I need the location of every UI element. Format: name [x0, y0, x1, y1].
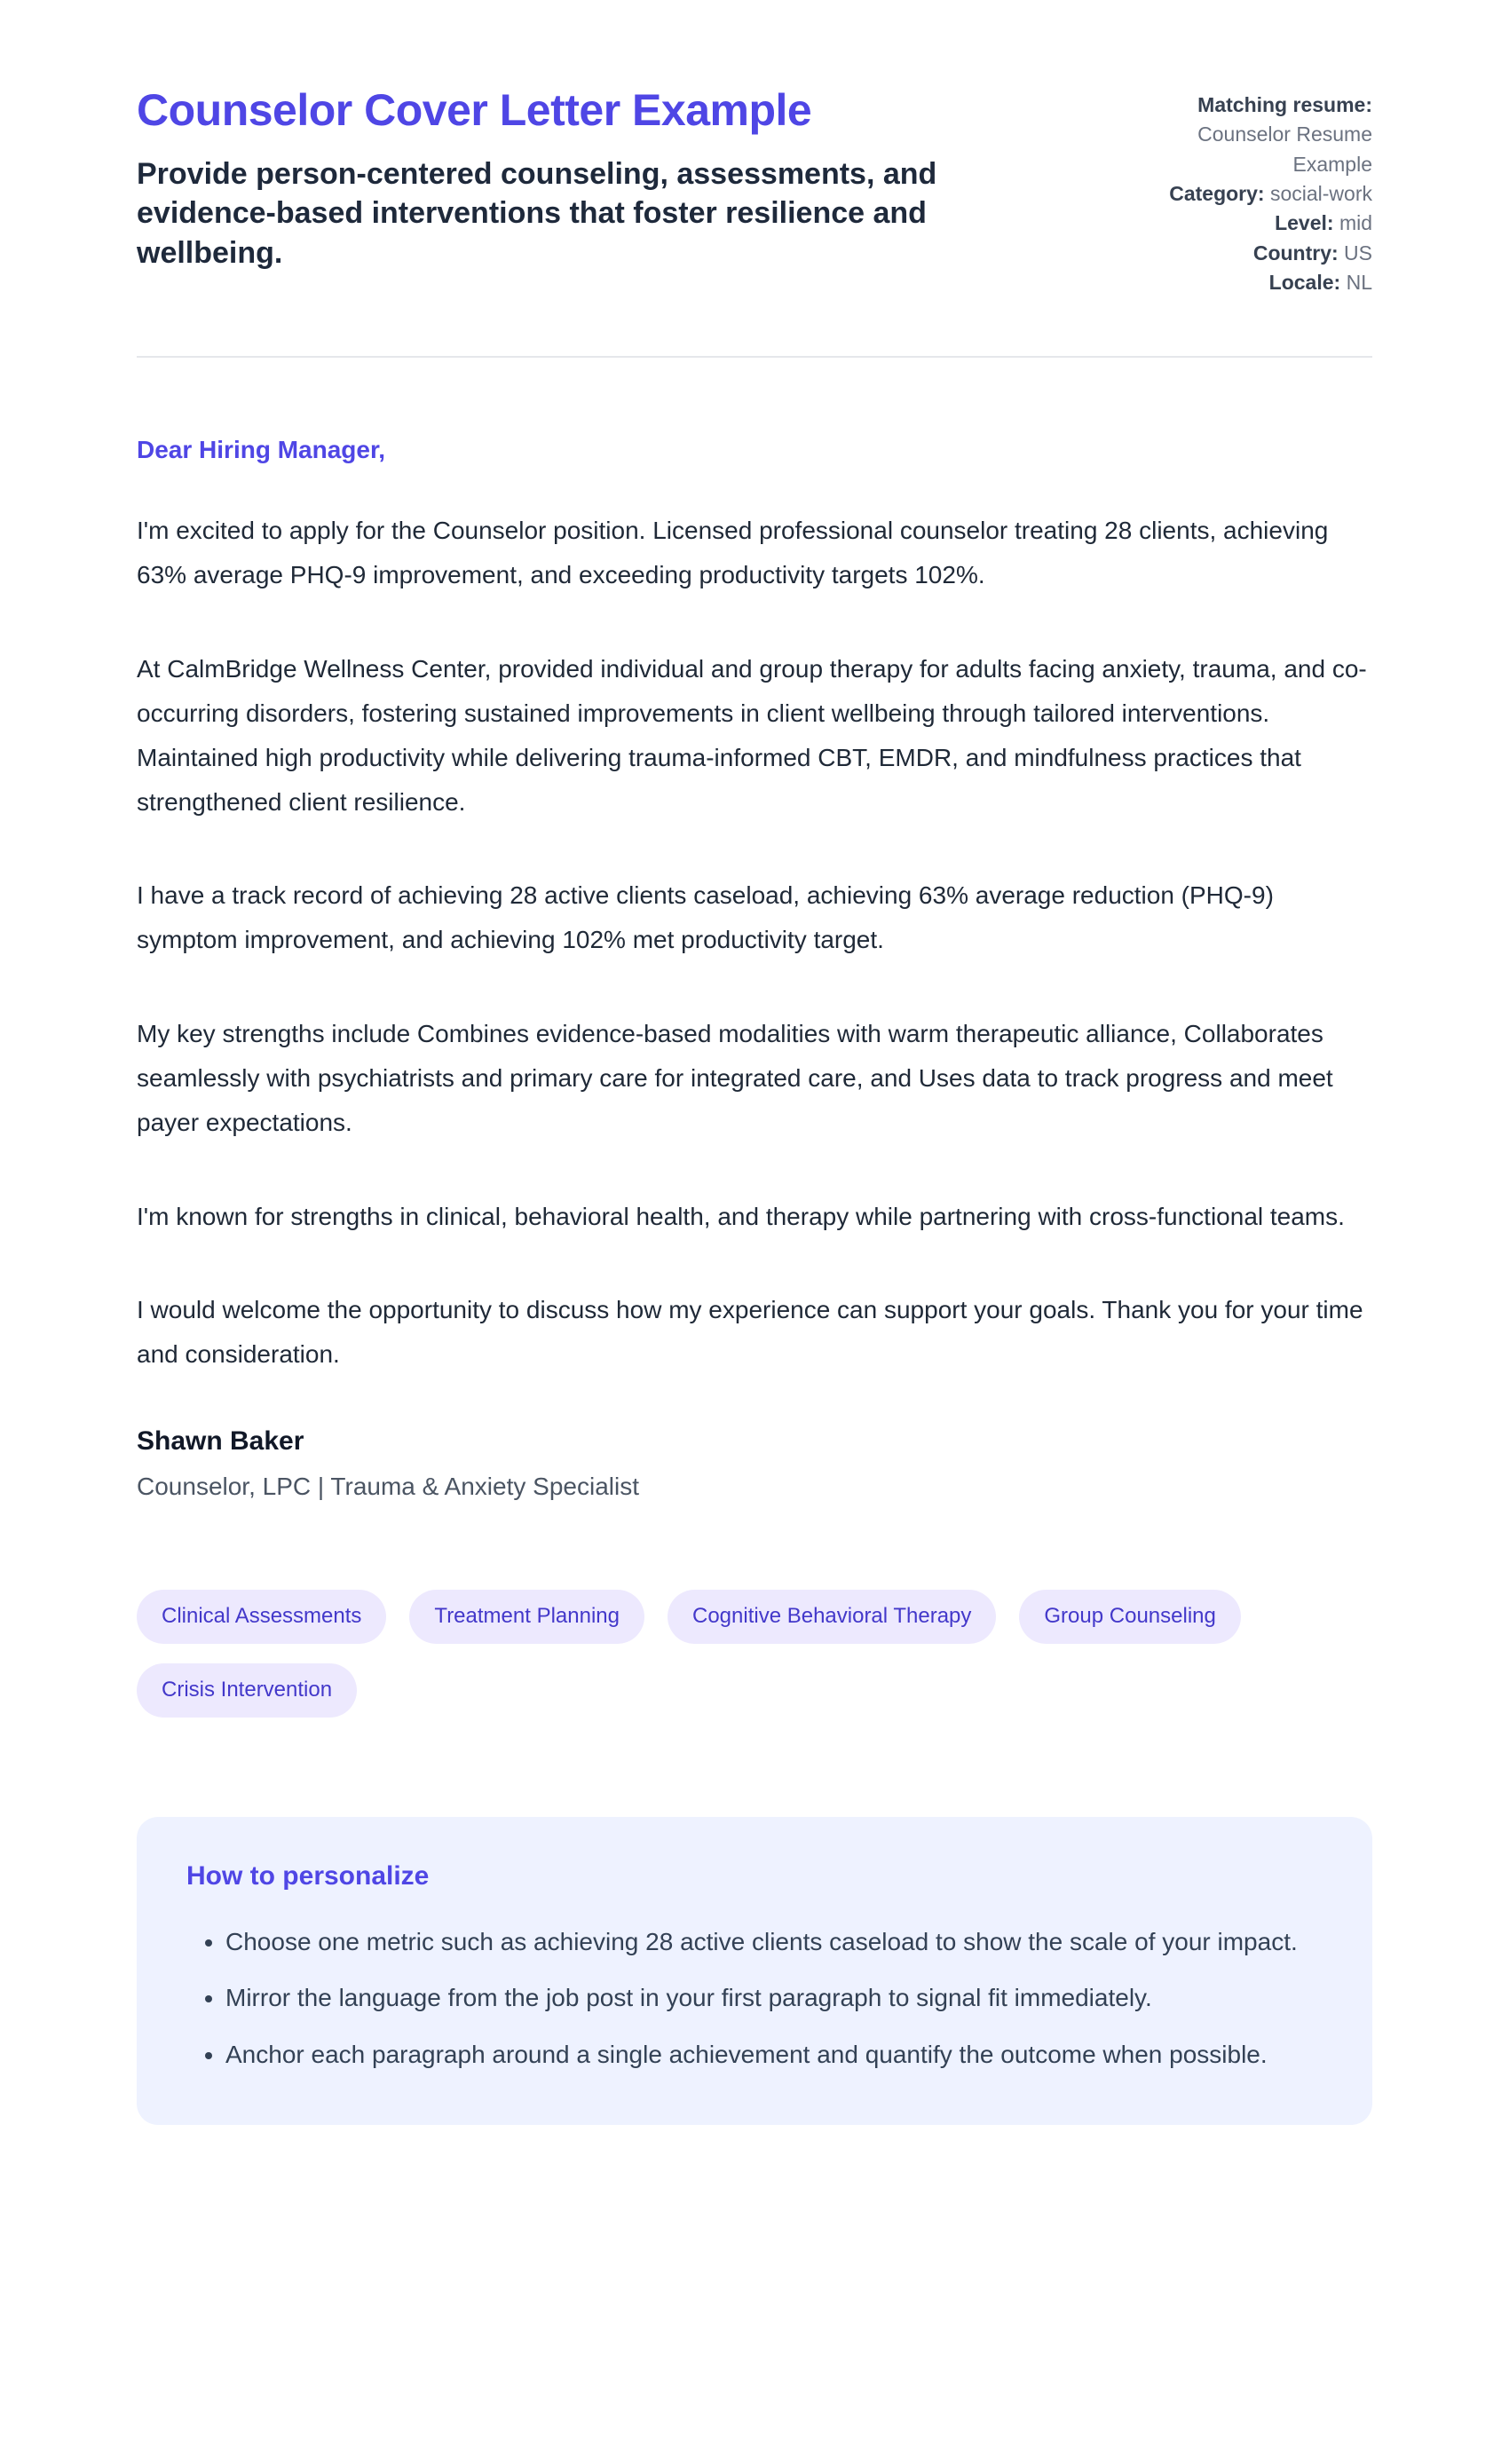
personalize-info-box: [137, 1817, 1372, 2125]
skill-tags: [137, 1590, 1372, 1718]
meta-level-label: Level:: [1275, 211, 1334, 235]
page-title: Counselor Cover Letter Example: [137, 85, 812, 135]
skill-tag-cognitive-behavioral-therapy[interactable]: Cognitive Behavioral Therapy: [668, 1590, 996, 1644]
meta-country-value: US: [1344, 241, 1372, 265]
meta-level: [1149, 209, 1372, 238]
meta-locale-label: Locale:: [1268, 271, 1341, 295]
page-container: [137, 0, 1372, 2210]
meta-locale-value: NL: [1346, 271, 1372, 295]
meta-category: [1149, 179, 1372, 209]
page-subtitle: Provide person-centered counseling, assessments, and evidence-based interventions that foster resilience and wellbeing.: [137, 156, 937, 271]
meta-country: [1149, 239, 1372, 268]
meta-level-value: mid: [1339, 211, 1372, 235]
salutation: Dear Hiring Manager,: [137, 436, 386, 464]
letter-paragraph: I'm known for strengths in clinical, behavioral health, and therapy while partnering with cross-functional teams.: [137, 1202, 1345, 1230]
letter-paragraph: I would welcome the opportunity to discuss how my experience can support your goals. Thank you for your time and consideration.: [137, 1296, 1363, 1369]
header-divider: [137, 356, 1372, 358]
meta-matching-resume: [1149, 91, 1372, 179]
personalize-tip: • Choose one metric such as achieving 28 active clients caseload to show the scale of your impact.: [225, 1920, 1323, 1964]
letter-paragraph: I'm excited to apply for the Counselor position. Licensed professional counselor treating 28 clients, achieving 63% average PHQ-9 improvement, and exceeding productivity targets 102%.: [137, 517, 1329, 589]
letter-paragraph: My key strengths include Combines evidence-based modalities with warm therapeutic alliance, Collaborates seamlessly with psychiatrists and primary care for integrated care, and Uses data to track progress and meet payer expectations.: [137, 1020, 1333, 1136]
meta-category-label: Category:: [1169, 182, 1265, 206]
skill-tag-crisis-intervention[interactable]: Crisis Intervention: [137, 1663, 357, 1718]
skill-tag-treatment-planning[interactable]: Treatment Planning: [409, 1590, 644, 1644]
meta-matching-resume-value: Counselor Resume Example: [1197, 122, 1372, 176]
signature-block: [137, 1426, 1372, 1501]
cover-letter-body: [137, 436, 1372, 1501]
skill-tag-clinical-assessments[interactable]: Clinical Assessments: [137, 1590, 386, 1644]
signature-role: Counselor, LPC | Trauma & Anxiety Specialist: [137, 1473, 639, 1500]
header-meta: [1149, 85, 1372, 297]
personalize-tip: • Mirror the language from the job post in your first paragraph to signal fit immediately.: [225, 1976, 1323, 2020]
meta-matching-resume-label: Matching resume:: [1197, 93, 1372, 116]
letter-paragraph: I have a track record of achieving 28 active clients caseload, achieving 63% average reduction (PHQ-9) symptom improvement, and achieving 102% met productivity target.: [137, 881, 1274, 954]
header-left: [137, 85, 1078, 273]
skill-tag-group-counseling[interactable]: Group Counseling: [1019, 1590, 1240, 1644]
page-header: [137, 85, 1372, 297]
personalize-tip: • Anchor each paragraph around a single achievement and quantify the outcome when possible.: [225, 2033, 1323, 2077]
personalize-list: [186, 1920, 1323, 2077]
meta-locale: [1149, 268, 1372, 297]
personalize-heading: How to personalize: [186, 1860, 430, 1891]
letter-paragraph: At CalmBridge Wellness Center, provided individual and group therapy for adults facing anxiety, trauma, and co-occurring disorders, fostering sustained improvements in client wellbeing through tailored interventions. Maintained high productivity while delivering trauma-informed CBT, EMDR, and mindfulness practices that strengthened client resilience.: [137, 655, 1367, 816]
meta-category-value: social-work: [1269, 182, 1372, 206]
meta-country-label: Country:: [1252, 241, 1339, 265]
signature-name: Shawn Baker: [137, 1426, 304, 1456]
